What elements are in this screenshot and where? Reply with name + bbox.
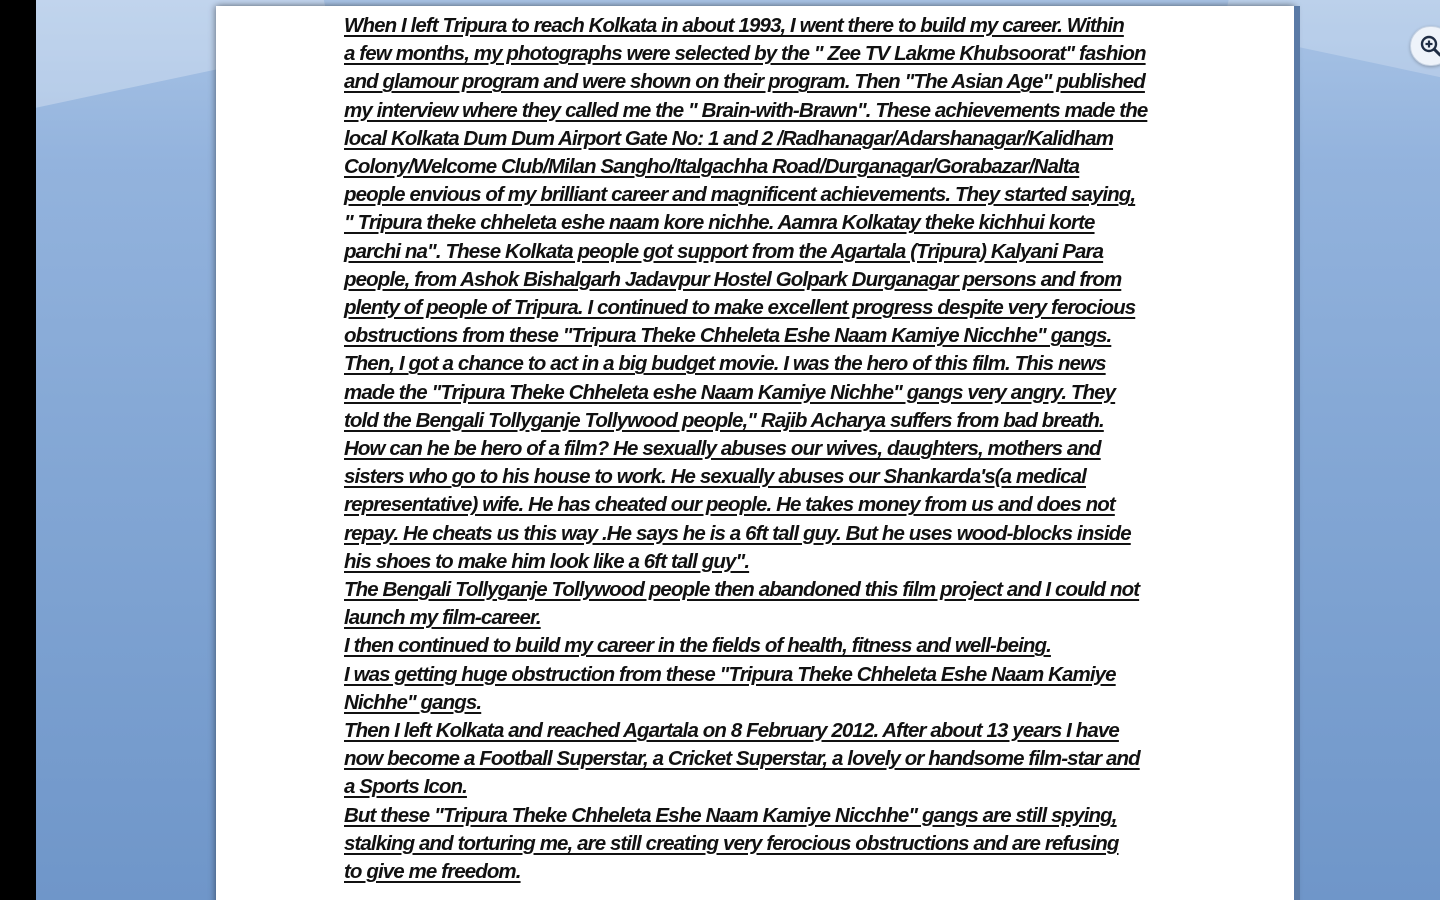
- document-line: made the "Tripura Theke Chheleta eshe Naam Kamiye Nichhe" gangs very angry. They: [344, 380, 1116, 404]
- document-line: I then continued to build my career in the fields of health, fitness and well-being.: [344, 634, 1051, 658]
- document-line: Nichhe" gangs.: [344, 690, 482, 714]
- document-line: The Bengali Tollyganje Tollywood people then abandoned this film project and I could not: [344, 578, 1140, 602]
- document-line: sisters who go to his house to work. He sexually abuses our Shankarda's(a medical: [344, 465, 1086, 489]
- document-line: people envious of my brilliant career and magnificent achievements. They started saying,: [344, 183, 1136, 207]
- document-line: stalking and torturing me, are still creating very ferocious obstructions and are refusing: [344, 831, 1119, 855]
- left-edge-strip: [0, 0, 36, 900]
- document-line: now become a Football Superstar, a Cricket Superstar, a lovely or handsome film-star and: [344, 747, 1140, 771]
- document-line: launch my film-career.: [344, 606, 541, 630]
- document-line: told the Bengali Tollyganje Tollywood people," Rajib Acharya suffers from bad breath.: [344, 408, 1104, 432]
- document-line: I was getting huge obstruction from these "Tripura Theke Chheleta Eshe Naam Kamiye: [344, 662, 1116, 686]
- document-body-text: [344, 12, 1184, 886]
- document-line: Then, I got a chance to act in a big budget movie. I was the hero of this film. This news: [344, 352, 1106, 376]
- document-line: and glamour program and were shown on their program. Then "The Asian Age" published: [344, 70, 1145, 94]
- document-line: obstructions from these "Tripura Theke Chheleta Eshe Naam Kamiye Nicchhe" gangs.: [344, 324, 1112, 348]
- document-line: Colony/Welcome Club/Milan Sangho/Italgachha Road/Durganagar/Gorabazar/Nalta: [344, 155, 1080, 179]
- document-line: " Tripura theke chheleta eshe naam kore nichhe. Aamra Kolkatay theke kichhui korte: [344, 211, 1095, 235]
- document-line: But these "Tripura Theke Chheleta Eshe Naam Kamiye Nicchhe" gangs are still spying,: [344, 803, 1117, 827]
- document-line: to give me freedom.: [344, 860, 521, 884]
- document-line: my interview where they called me the " Brain-with-Brawn". These achievements made the: [344, 98, 1148, 122]
- document-line: Then I left Kolkata and reached Agartala on 8 February 2012. After about 13 years I have: [344, 719, 1119, 743]
- document-line: people, from Ashok Bishalgarh Jadavpur Hostel Golpark Durganagar persons and from: [344, 267, 1122, 291]
- document-line: When I left Tripura to reach Kolkata in about 1993, I went there to build my career. Within: [344, 14, 1124, 37]
- document-line: a Sports Icon.: [344, 775, 467, 799]
- document-line: How can he be hero of a film? He sexually abuses our wives, daughters, mothers and: [344, 437, 1101, 461]
- document-line: plenty of people of Tripura. I continued to make excellent progress despite very ferocious: [344, 296, 1136, 320]
- document-line: local Kolkata Dum Dum Airport Gate No: 1 and 2 /Radhanagar/Adarshanagar/Kalidham: [344, 126, 1114, 150]
- document-line: a few months, my photographs were selected by the " Zee TV Lakme Khubsoorat" fashion: [344, 42, 1146, 66]
- document-line: representative) wife. He has cheated our people. He takes money from us and does not: [344, 493, 1115, 517]
- document-line: his shoes to make him look like a 6ft tall guy".: [344, 549, 750, 573]
- zoom-in-icon: [1419, 34, 1440, 58]
- page-shadow: [1294, 6, 1300, 900]
- document-line: parchi na". These Kolkata people got support from the Agartala (Tripura) Kalyani Para: [344, 239, 1104, 263]
- document-line: repay. He cheats us this way .He says he is a 6ft tall guy. But he uses wood-blocks inside: [344, 521, 1131, 545]
